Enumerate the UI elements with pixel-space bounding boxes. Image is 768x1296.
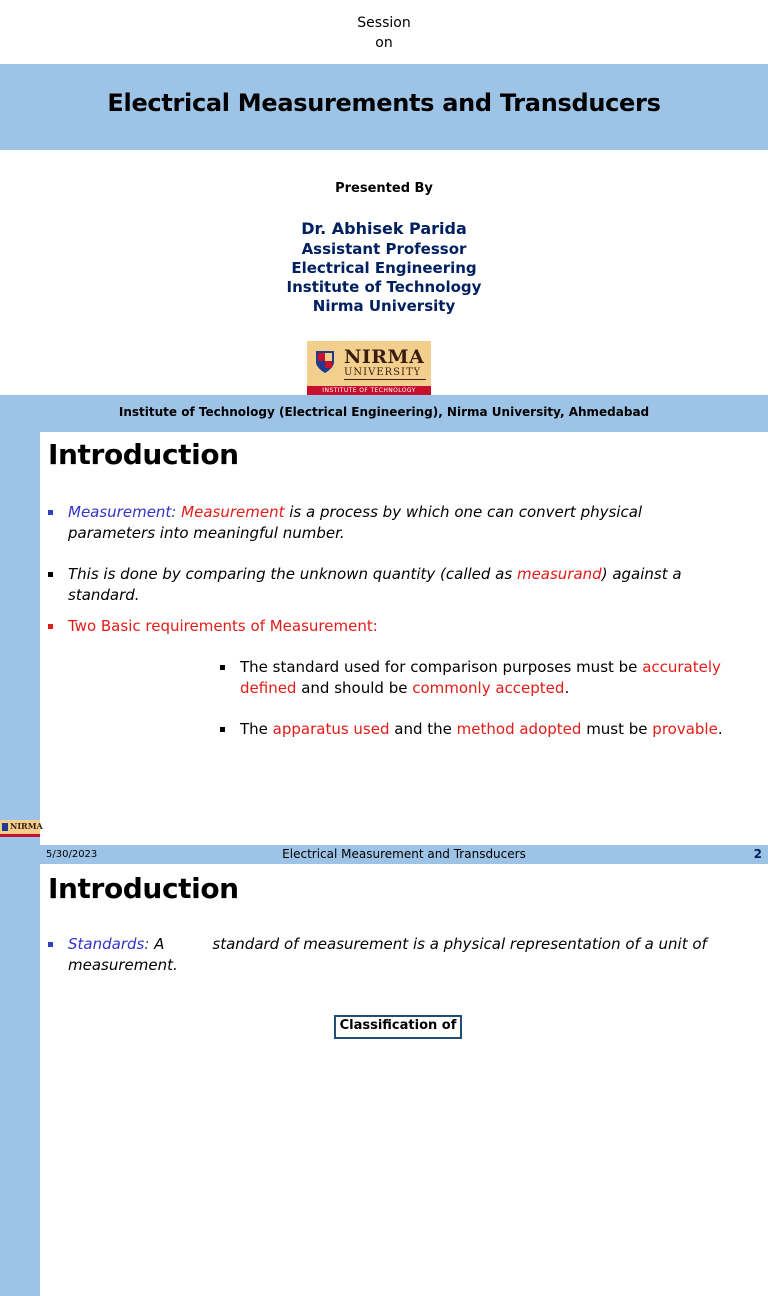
bullet-marker [48, 572, 53, 577]
requirements-heading: Two Basic requirements of Measurement: [68, 617, 378, 635]
mini-shield-icon [2, 823, 8, 831]
term-highlight: Measurement [181, 503, 285, 521]
bullet-text-line2: parameters into meaningful number. [68, 524, 345, 542]
introduction-slide-2 [0, 864, 768, 1033]
logo-name: NIRMA [344, 346, 425, 368]
apparatus-highlight: apparatus used [272, 720, 390, 738]
mini-logo-name: NIRMA [10, 821, 43, 831]
bullet-period: . [564, 679, 570, 697]
left-sidebar-band [0, 432, 40, 864]
provable-highlight: provable [652, 720, 718, 738]
bullet-text-mid: and the [389, 720, 457, 738]
bullet-text-cont: standard of measurement is a physical representation of a unit of [212, 935, 707, 953]
logo-underline [344, 379, 426, 380]
bullet-marker [48, 510, 53, 515]
accurately-highlight: accurately [642, 658, 721, 676]
logo-subtitle: UNIVERSITY [344, 367, 422, 378]
bullet-text-mid: and should be [296, 679, 413, 697]
bullet-marker [48, 942, 53, 947]
university-shield-icon [315, 350, 335, 374]
nirma-logo [307, 341, 431, 395]
presented-by-label: Presented By [335, 181, 433, 196]
bullet-text: A [149, 935, 165, 953]
footer-date: 5/30/2023 [46, 849, 98, 860]
defined-highlight: defined [240, 679, 297, 697]
bullet-marker [48, 624, 53, 629]
author-name: Dr. Abhisek Parida [301, 219, 467, 238]
session-on-label: on [375, 35, 393, 51]
classification-box: Classification of [334, 1015, 462, 1039]
title-slide [0, 0, 768, 432]
bullet-text-line2: measurement. [68, 956, 178, 974]
author-university: Nirma University [312, 297, 456, 315]
slide-footer [40, 845, 768, 864]
term-label: Standards: [68, 935, 150, 953]
author-institute: Institute of Technology [286, 278, 482, 296]
bullet-text: The [240, 720, 273, 738]
mini-logo-strip [0, 834, 40, 837]
bullet-text: is a process by which one can convert physical [284, 503, 643, 521]
bullet-marker [220, 727, 225, 732]
introduction-slide [0, 432, 768, 864]
bullet-text: This is done by comparing the unknown quantity (called as [68, 565, 517, 583]
mini-nirma-logo [0, 820, 43, 837]
session-label: Session [357, 15, 411, 31]
institute-footer: Institute of Technology (Electrical Engineering), Nirma University, Ahmedabad [118, 405, 650, 419]
logo-strip: INSTITUTE OF TECHNOLOGY [307, 386, 431, 395]
slide-heading: Introduction [48, 872, 239, 905]
bullet-period: . [717, 720, 723, 738]
bullet-text: The standard used for comparison purposes must be [240, 658, 643, 676]
method-highlight: method adopted [456, 720, 582, 738]
bullet-text-tail: ) against a [601, 565, 682, 583]
left-sidebar-band [0, 864, 40, 1296]
bullet-marker [220, 665, 225, 670]
footer-title: Electrical Measurement and Transducers [282, 847, 526, 861]
term-label: Measurement: [68, 503, 177, 521]
presentation-title: Electrical Measurements and Transducers [107, 89, 661, 117]
measurand-highlight: measurand [516, 565, 602, 583]
bullet-text-mid2: must be [581, 720, 653, 738]
commonly-accepted-highlight: commonly accepted [412, 679, 565, 697]
author-department: Electrical Engineering [291, 259, 477, 277]
slide-heading: Introduction [48, 438, 239, 471]
page-number: 2 [753, 847, 762, 861]
author-designation: Assistant Professor [301, 240, 467, 258]
bullet-text-line2: standard. [68, 586, 140, 604]
